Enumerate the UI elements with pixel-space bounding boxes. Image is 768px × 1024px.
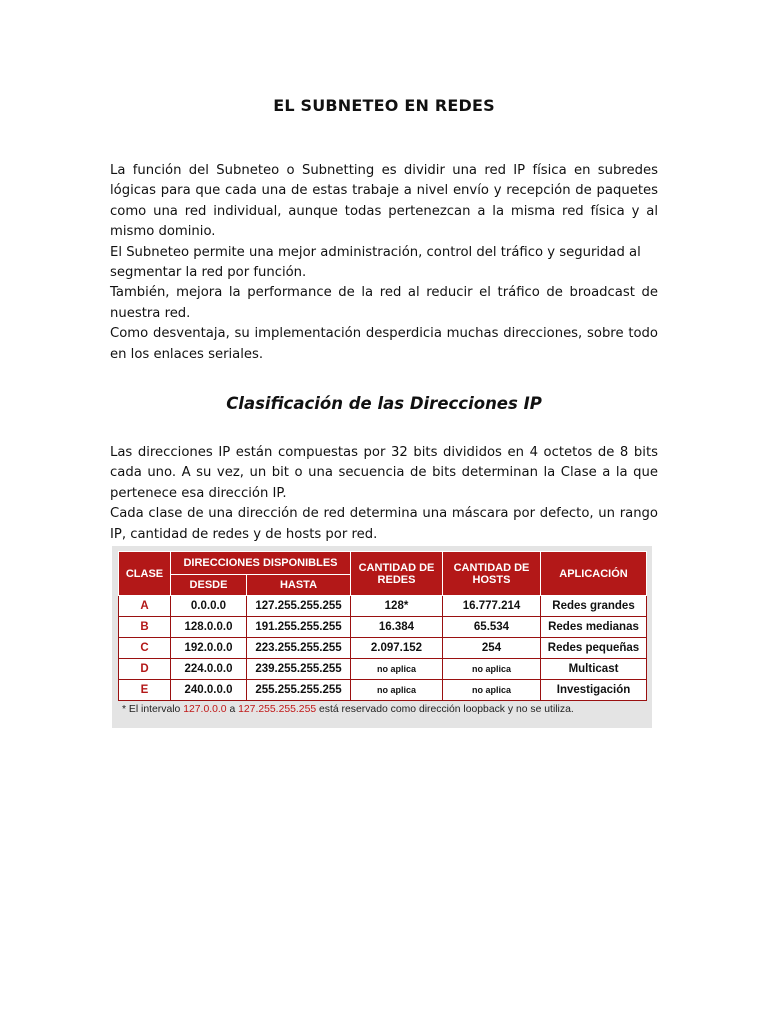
footnote-range-start: 127.0.0.0 — [183, 704, 227, 715]
footnote-range-end: 127.255.255.255 — [238, 704, 317, 715]
intro-paragraph: La función del Subneteo o Subnetting es dividir una red IP física en subredes lógicas para que cada una de estas trabaje a nivel envío y recepción de paquetes como una red individual, aunque todas pertenezcan a la misma red física y al mismo dominio. — [110, 163, 658, 240]
intro-paragraph: El Subneteo permite una mejor administración, control del tráfico y seguridad al segmentar la red por función. — [110, 244, 641, 281]
cell-hasta: 239.255.255.255 — [247, 659, 351, 680]
cell-hasta: 255.255.255.255 — [247, 680, 351, 701]
cell-desde: 128.0.0.0 — [171, 617, 247, 638]
cell-redes: 16.384 — [351, 617, 443, 638]
cell-redes: 2.097.152 — [351, 638, 443, 659]
ip-class-table — [118, 551, 647, 701]
cell-clase: D — [119, 659, 171, 680]
cell-aplicacion: Redes grandes — [541, 596, 647, 617]
cell-hasta: 127.255.255.255 — [247, 596, 351, 617]
cell-clase: C — [119, 638, 171, 659]
header-direcciones-disponibles: DIRECCIONES DISPONIBLES — [171, 552, 351, 575]
table-row — [119, 659, 647, 680]
cell-clase: A — [119, 596, 171, 617]
cell-hasta: 223.255.255.255 — [247, 638, 351, 659]
cell-redes: 128* — [351, 596, 443, 617]
section-paragraph: Las direcciones IP están compuestas por 32 bits divididos en 4 octetos de 8 bits cada uno. A su vez, un bit o una secuencia de bits determinan la Clase a la que pertenece esa dirección IP. — [110, 445, 658, 501]
cell-redes: no aplica — [351, 659, 443, 680]
table-row — [119, 638, 647, 659]
header-cantidad-hosts: CANTIDAD DE HOSTS — [443, 552, 541, 596]
cell-hosts: 65.534 — [443, 617, 541, 638]
cell-hosts: 16.777.214 — [443, 596, 541, 617]
page-title: EL SUBNETEO EN REDES — [273, 96, 495, 115]
header-clase: CLASE — [119, 552, 171, 596]
header-hasta: HASTA — [247, 575, 351, 596]
cell-desde: 240.0.0.0 — [171, 680, 247, 701]
intro-section — [110, 161, 658, 365]
cell-hosts: no aplica — [443, 659, 541, 680]
cell-redes: no aplica — [351, 680, 443, 701]
footnote-suffix: está reservado como dirección loopback y no se utiliza. — [316, 704, 574, 715]
ip-class-table-figure — [112, 546, 652, 728]
table-row — [119, 596, 647, 617]
header-desde: DESDE — [171, 575, 247, 596]
table-row — [119, 617, 647, 638]
header-aplicacion: APLICACIÓN — [541, 552, 647, 596]
cell-clase: B — [119, 617, 171, 638]
table-row — [119, 680, 647, 701]
cell-desde: 192.0.0.0 — [171, 638, 247, 659]
cell-hasta: 191.255.255.255 — [247, 617, 351, 638]
cell-hosts: no aplica — [443, 680, 541, 701]
header-cantidad-redes: CANTIDAD DE REDES — [351, 552, 443, 596]
table-footnote — [118, 704, 646, 715]
cell-clase: E — [119, 680, 171, 701]
cell-aplicacion: Redes pequeñas — [541, 638, 647, 659]
cell-hosts: 254 — [443, 638, 541, 659]
cell-aplicacion: Multicast — [541, 659, 647, 680]
cell-desde: 224.0.0.0 — [171, 659, 247, 680]
cell-aplicacion: Redes medianas — [541, 617, 647, 638]
section-paragraph: Cada clase de una dirección de red determina una máscara por defecto, un rango IP, cantidad de redes y de hosts por red. — [110, 506, 658, 542]
intro-paragraph: También, mejora la performance de la red al reducir el tráfico de broadcast de nuestra red. — [110, 285, 658, 321]
intro-paragraph: Como desventaja, su implementación desperdicia muchas direcciones, sobre todo en los enlaces seriales. — [110, 326, 658, 362]
cell-aplicacion: Investigación — [541, 680, 647, 701]
ip-classes-section — [110, 443, 658, 545]
cell-desde: 0.0.0.0 — [171, 596, 247, 617]
footnote-prefix: * El intervalo — [122, 704, 184, 715]
footnote-middle: a — [226, 704, 239, 715]
section-heading: Clasificación de las Direcciones IP — [226, 394, 542, 413]
